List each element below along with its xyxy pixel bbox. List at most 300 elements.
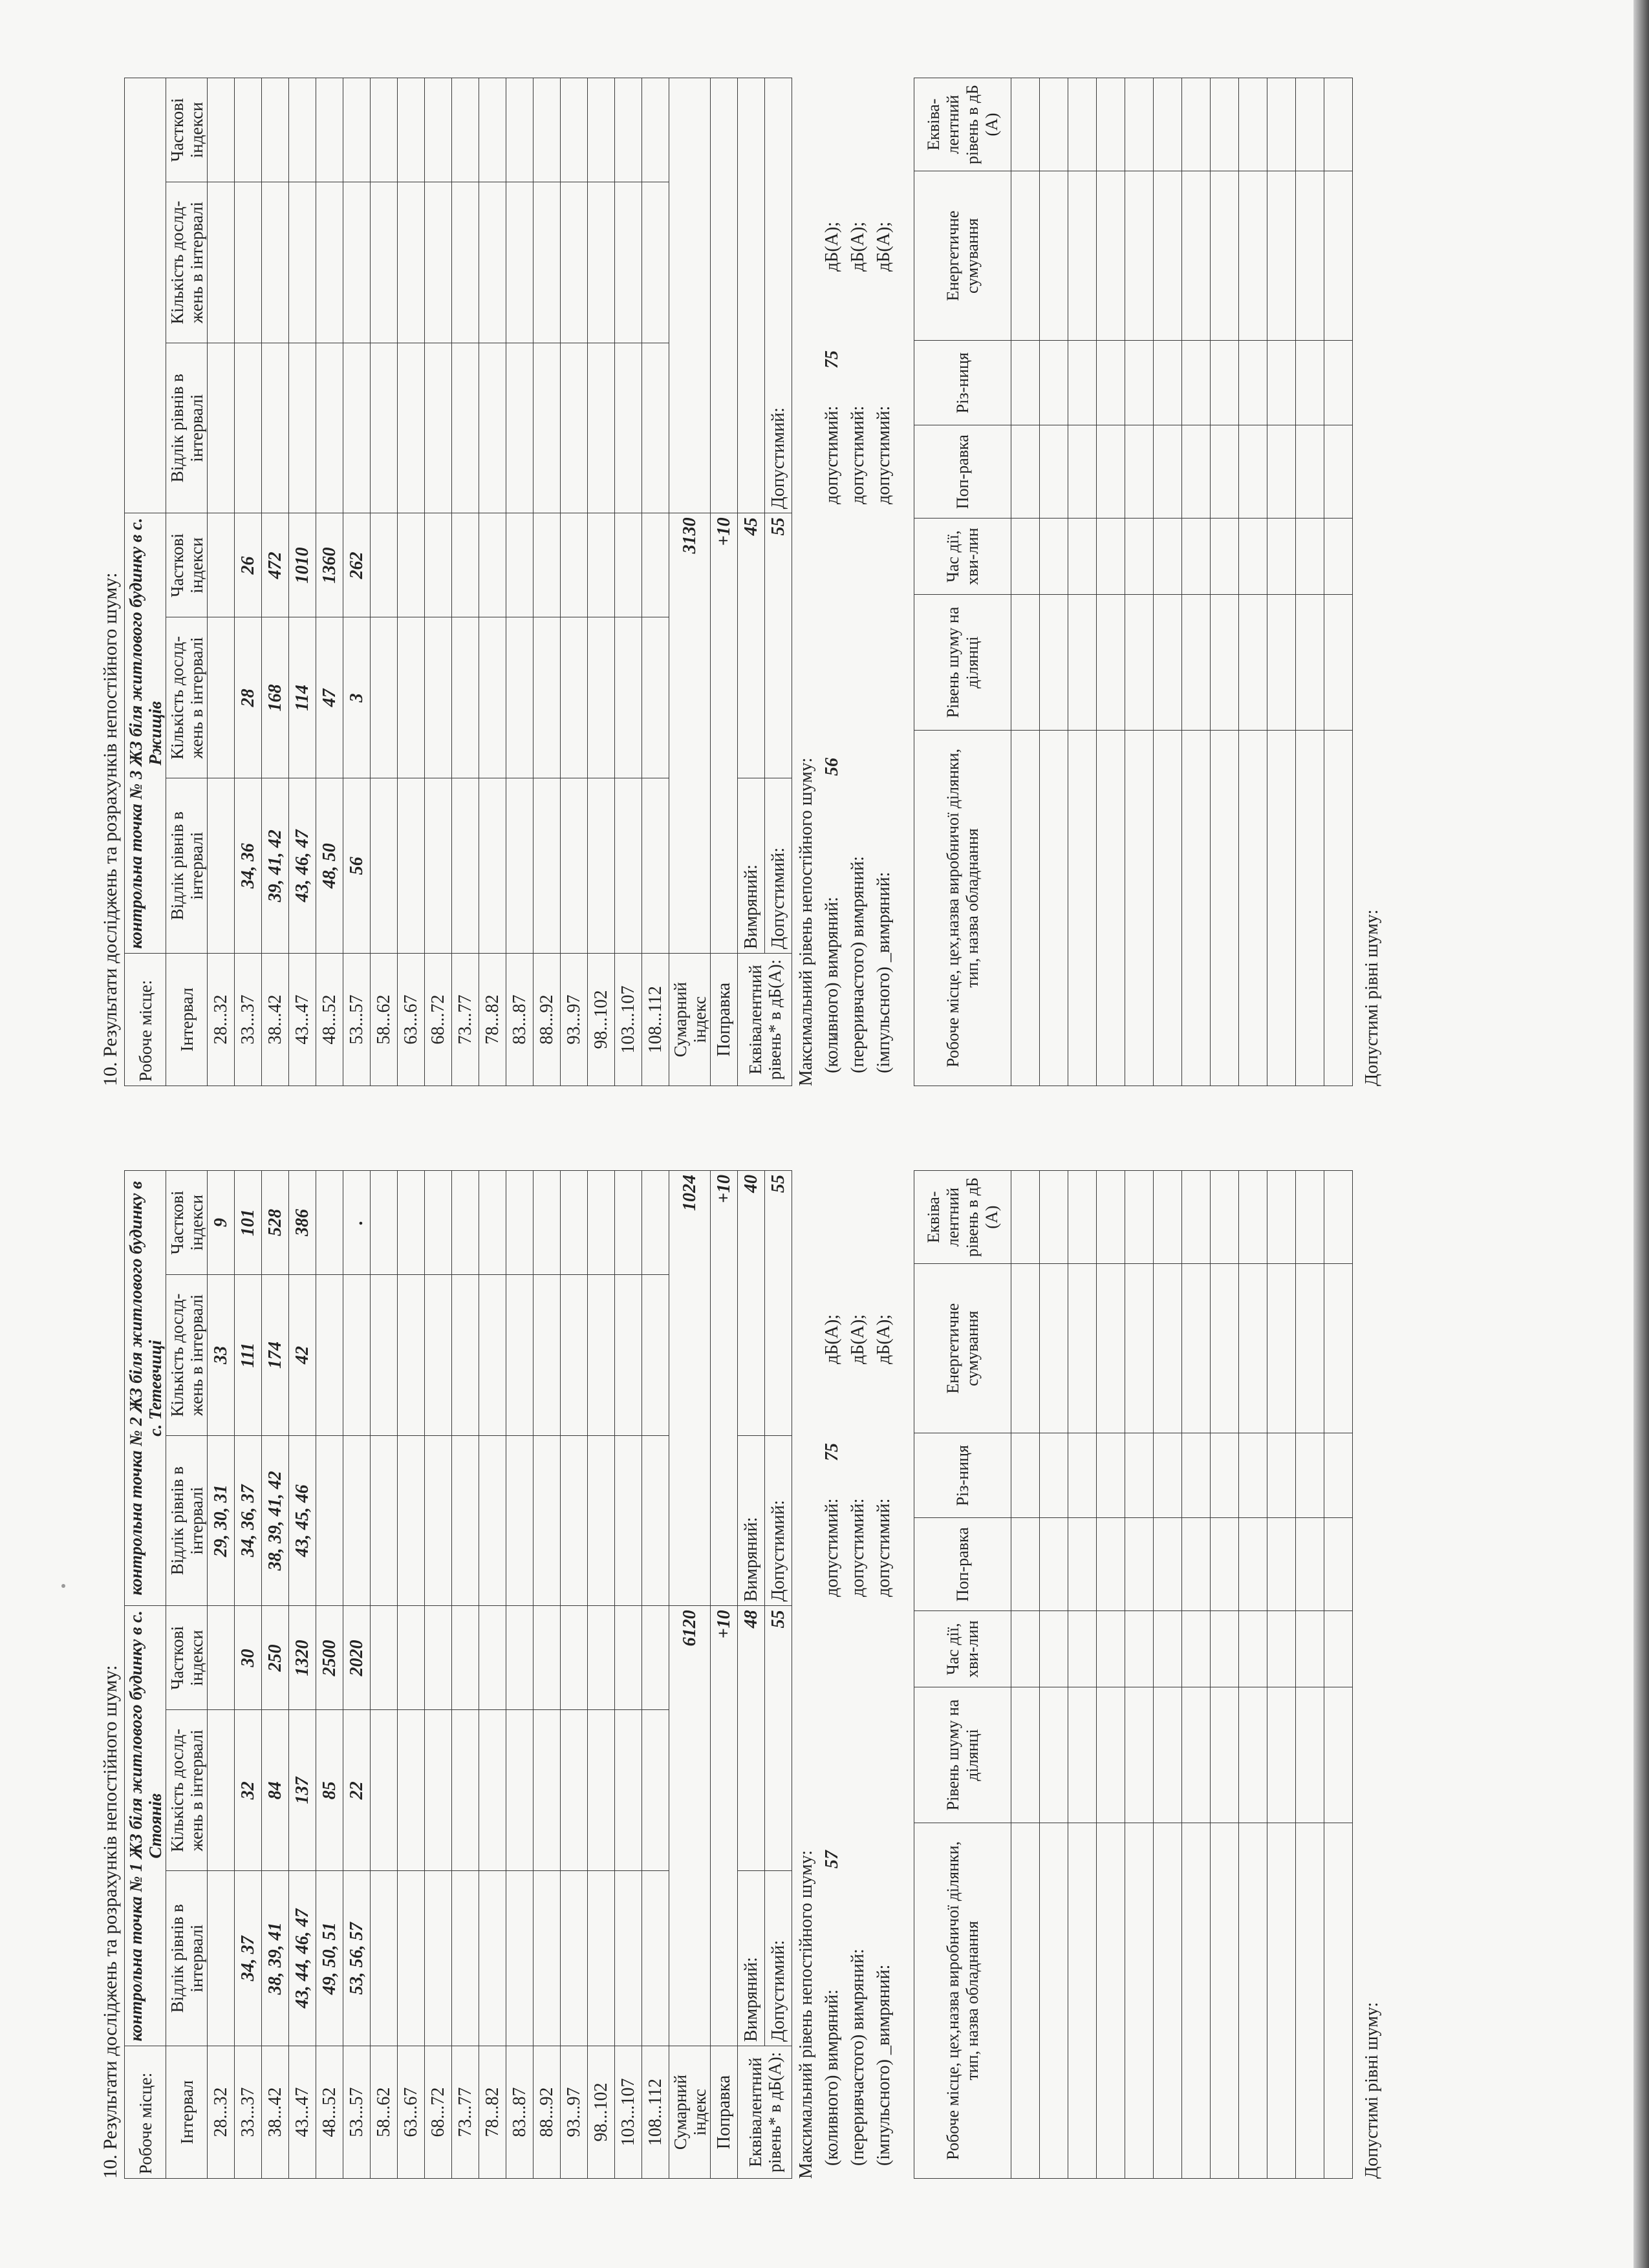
readings-cell: 29, 30, 31 — [208, 1435, 235, 1605]
workplace-table — [914, 1170, 1353, 2179]
count-cell — [425, 617, 452, 778]
table-row — [561, 78, 588, 1086]
empty-cell — [1211, 341, 1239, 425]
empty-cell — [1154, 1611, 1182, 1687]
measured-value: 45 — [738, 513, 765, 778]
header-equiv-level: Еквіва-лентний рівень в дБ (А) — [914, 78, 1011, 171]
readings-cell — [588, 1435, 615, 1605]
empty-cell — [1125, 1823, 1154, 2178]
empty-cell — [425, 78, 452, 182]
count-cell: 114 — [289, 617, 316, 778]
empty-cell — [1125, 78, 1154, 171]
count-cell — [452, 1275, 479, 1436]
count-cell — [452, 1710, 479, 1871]
empty-cell — [534, 182, 561, 343]
empty-cell — [506, 343, 534, 513]
empty-cell — [1125, 171, 1154, 341]
empty-cell — [371, 182, 398, 343]
empty-cell — [1182, 1433, 1211, 1518]
empty-cell — [506, 78, 534, 182]
count-cell — [615, 1710, 642, 1871]
equiv-label: Еквівалентний рівень* в дБ(А): — [738, 2046, 792, 2179]
index-cell — [642, 1606, 669, 1710]
count-cell: 85 — [316, 1710, 343, 1871]
empty-cell — [1324, 425, 1353, 519]
interval-cell: 88...92 — [534, 954, 561, 1086]
table-row — [506, 1171, 534, 2179]
empty-cell — [1211, 1687, 1239, 1823]
empty-cell — [1097, 1687, 1125, 1823]
interval-cell: 63...67 — [398, 2046, 425, 2179]
table-row — [1068, 1171, 1097, 2179]
empty-cell — [1125, 1171, 1154, 1264]
index-cell — [316, 1171, 343, 1275]
empty-cell — [1296, 1611, 1324, 1687]
empty-cell — [1125, 341, 1154, 425]
table-row — [1125, 78, 1154, 1086]
table-row — [1068, 78, 1097, 1086]
index-cell — [208, 513, 235, 617]
blank-rows — [1011, 1171, 1353, 2179]
empty-cell — [1296, 1518, 1324, 1611]
max-allowed-label: допустимий: — [822, 405, 842, 504]
max-allowed-label: допустимий: — [874, 1498, 894, 1597]
empty-cell — [1324, 1611, 1353, 1687]
empty-cell — [1097, 1264, 1125, 1433]
table-body — [208, 78, 669, 1086]
empty-cell — [1324, 171, 1353, 341]
empty-cell — [1125, 595, 1154, 731]
table-row — [1154, 78, 1182, 1086]
empty-cell — [1296, 1433, 1324, 1518]
table-row — [208, 1171, 235, 2179]
max-allowed-label: допустимий: — [822, 1498, 842, 1597]
table-row — [316, 78, 343, 1086]
readings-cell: 34, 36 — [235, 778, 262, 954]
table-row — [1097, 78, 1125, 1086]
index-cell: . — [343, 1171, 371, 1275]
empty-cell — [262, 182, 289, 343]
empty-cell — [1239, 425, 1267, 519]
readings-cell: 53, 56, 57 — [343, 1871, 371, 2046]
empty-cell — [1182, 171, 1211, 341]
total-label: Сумарний індекс — [669, 2046, 711, 2179]
header-energy-sum: Енергетичне сумування — [914, 171, 1011, 341]
readings-cell — [398, 1871, 425, 2046]
count-cell — [208, 617, 235, 778]
empty-cell — [1125, 1264, 1154, 1433]
noise-table — [124, 78, 792, 1086]
index-cell: 262 — [343, 513, 371, 617]
empty-cell — [1267, 1823, 1296, 2178]
empty-cell — [1125, 1611, 1154, 1687]
empty-cell — [1068, 1264, 1097, 1433]
count-cell — [534, 1275, 561, 1436]
table-row — [479, 78, 506, 1086]
noise-table — [124, 1170, 792, 2179]
empty-cell — [1011, 1823, 1040, 2178]
empty-cell — [235, 343, 262, 513]
empty-cell — [1097, 1823, 1125, 2178]
table-row — [452, 78, 479, 1086]
table-row — [642, 78, 669, 1086]
empty-cell — [316, 343, 343, 513]
readings-cell — [398, 778, 425, 954]
readings-cell: 38, 39, 41, 42 — [262, 1435, 289, 1605]
header-duration: Час дії, хви-лин — [914, 519, 1011, 595]
max-allowed-value: 75 — [822, 350, 842, 369]
index-cell — [452, 1171, 479, 1275]
empty-cell — [1154, 1264, 1182, 1433]
readings-cell — [316, 1435, 343, 1605]
index-cell — [506, 513, 534, 617]
correction-value: +10 — [711, 1171, 738, 1606]
empty-cell — [1154, 595, 1182, 731]
count-cell — [561, 1275, 588, 1436]
header-readings: Відлік рівнів в інтервалі — [166, 1435, 208, 1605]
count-cell: 111 — [235, 1275, 262, 1436]
count-cell: 84 — [262, 1710, 289, 1871]
control-point-1: контрольна точка № 1 ЖЗ біля житлового будинку в с. Стоянів — [125, 1606, 166, 2046]
footer-allowed-levels: Допустимі рівні шуму: — [1362, 909, 1382, 1086]
empty-cell — [1097, 425, 1125, 519]
empty-cell — [1296, 1823, 1324, 2178]
table-row — [479, 1171, 506, 2179]
empty-cell — [1267, 1433, 1296, 1518]
index-cell — [452, 513, 479, 617]
empty-cell — [425, 182, 452, 343]
empty-cell — [1267, 1518, 1296, 1611]
empty-cell — [479, 78, 506, 182]
empty-cell — [1097, 78, 1125, 171]
correction-label: Поправка — [711, 954, 738, 1086]
header-energy-sum: Енергетичне сумування — [914, 1264, 1011, 1433]
interval-cell: 83...87 — [506, 954, 534, 1086]
empty-cell — [1296, 595, 1324, 731]
readings-cell: 49, 50, 51 — [316, 1871, 343, 2046]
count-cell: 22 — [343, 1710, 371, 1871]
readings-cell — [561, 778, 588, 954]
table-row — [1011, 1171, 1040, 2179]
table-row — [371, 1171, 398, 2179]
readings-cell: 39, 41, 42 — [262, 778, 289, 954]
empty-cell — [1267, 78, 1296, 171]
empty-cell — [1068, 730, 1097, 1086]
empty-cell — [1011, 341, 1040, 425]
table-row — [1011, 78, 1040, 1086]
count-cell: 42 — [289, 1275, 316, 1436]
empty-cell — [208, 78, 235, 182]
scan-speck — [61, 1584, 65, 1588]
table-row — [425, 1171, 452, 2179]
form-left — [97, 1170, 1552, 2179]
empty-cell — [1040, 1611, 1068, 1687]
max-label: (імпульсного) _вимряний: — [874, 872, 894, 1073]
count-cell — [479, 617, 506, 778]
correction-label: Поправка — [711, 2046, 738, 2179]
empty-cell — [452, 182, 479, 343]
interval-cell: 93...97 — [561, 954, 588, 1086]
readings-cell — [452, 1435, 479, 1605]
workplace-label: Робоче місце: — [125, 954, 166, 1086]
empty-cell — [1011, 1518, 1040, 1611]
empty-cell — [1296, 730, 1324, 1086]
empty-cell — [452, 78, 479, 182]
empty-cell — [1097, 341, 1125, 425]
empty-cell — [1324, 595, 1353, 731]
empty-cell — [1068, 171, 1097, 341]
empty-cell — [1296, 341, 1324, 425]
empty-cell — [1040, 730, 1068, 1086]
header-equiv-level: Еквіва-лентний рівень в дБ (А) — [914, 1171, 1011, 1264]
empty-cell — [479, 182, 506, 343]
empty-cell — [1154, 78, 1182, 171]
table-row — [262, 1171, 289, 2179]
empty-cell — [1125, 730, 1154, 1086]
index-cell: 386 — [289, 1171, 316, 1275]
header-partial-index: Часткові індекси — [166, 513, 208, 617]
empty-cell — [1040, 341, 1068, 425]
empty-cell — [1011, 519, 1040, 595]
table-row — [642, 1171, 669, 2179]
count-cell: 32 — [235, 1710, 262, 1871]
total-value: 1024 — [669, 1171, 711, 1606]
table-row — [1211, 1171, 1239, 2179]
empty-cell — [1040, 595, 1068, 731]
max-label: (імпульсного) _вимряний: — [874, 1964, 894, 2166]
index-cell: 26 — [235, 513, 262, 617]
max-noise-block — [793, 1170, 897, 2179]
table-row — [1324, 78, 1353, 1086]
index-cell — [398, 1171, 425, 1275]
index-cell — [371, 1606, 398, 1710]
empty-cell — [1267, 1171, 1296, 1264]
workplace-table — [914, 78, 1353, 1086]
count-cell — [398, 1275, 425, 1436]
readings-cell — [506, 778, 534, 954]
table-row — [588, 1171, 615, 2179]
empty-cell — [1011, 1687, 1040, 1823]
table-row — [534, 78, 561, 1086]
interval-cell: 58...62 — [371, 2046, 398, 2179]
empty-cell — [289, 78, 316, 182]
count-cell — [208, 1710, 235, 1871]
max-unit: дБ(А); — [822, 1314, 842, 1364]
empty-cell — [1211, 1171, 1239, 1264]
interval-cell: 73...77 — [452, 954, 479, 1086]
empty-cell — [1211, 595, 1239, 731]
table-row — [1239, 78, 1267, 1086]
empty-cell — [1324, 1171, 1353, 1264]
index-cell — [398, 1606, 425, 1710]
count-cell: 168 — [262, 617, 289, 778]
max-unit: дБ(А); — [822, 222, 842, 272]
index-cell — [398, 513, 425, 617]
empty-cell — [1125, 425, 1154, 519]
index-cell — [615, 1171, 642, 1275]
readings-cell — [479, 1435, 506, 1605]
index-cell: 1360 — [316, 513, 343, 617]
interval-cell: 53...57 — [343, 954, 371, 1086]
count-cell — [452, 617, 479, 778]
form-right — [97, 78, 1552, 1086]
empty-cell — [1324, 1433, 1353, 1518]
empty-cell — [588, 343, 615, 513]
max-label: (коливного) вимряний: — [822, 1989, 842, 2166]
section-title: 10. Результати досліджень та розрахунків непостійного шуму: — [100, 1665, 121, 2179]
empty-cell — [1267, 1687, 1296, 1823]
table-row — [1267, 78, 1296, 1086]
empty-cell — [1182, 78, 1211, 171]
empty-cell — [1296, 425, 1324, 519]
empty-cell — [1154, 519, 1182, 595]
interval-cell: 68...72 — [425, 954, 452, 1086]
index-cell — [425, 1171, 452, 1275]
count-cell — [371, 1710, 398, 1871]
empty-cell — [316, 182, 343, 343]
index-cell — [588, 1171, 615, 1275]
table-row — [1239, 1171, 1267, 2179]
table-row — [1040, 78, 1068, 1086]
index-cell — [615, 513, 642, 617]
readings-cell — [425, 1871, 452, 2046]
index-cell — [208, 1606, 235, 1710]
empty-cell — [1239, 78, 1267, 171]
interval-cell: 98...102 — [588, 2046, 615, 2179]
empty-cell — [1154, 1687, 1182, 1823]
count-cell — [561, 1710, 588, 1871]
interval-cell: 78...82 — [479, 2046, 506, 2179]
empty-cell — [1068, 425, 1097, 519]
readings-cell — [479, 1871, 506, 2046]
interval-cell: 68...72 — [425, 2046, 452, 2179]
blank-rows — [1011, 78, 1353, 1086]
empty-cell — [1011, 595, 1040, 731]
empty-cell — [1211, 78, 1239, 171]
interval-cell: 98...102 — [588, 954, 615, 1086]
index-cell: 472 — [262, 513, 289, 617]
allowed-value: 55 — [765, 513, 792, 778]
empty-cell — [235, 78, 262, 182]
correction-empty — [711, 78, 738, 513]
max-unit: дБ(А); — [874, 222, 894, 272]
count-cell — [642, 617, 669, 778]
empty-cell — [1011, 730, 1040, 1086]
count-cell: 3 — [343, 617, 371, 778]
measured-value: 48 — [738, 1606, 765, 1871]
index-cell: 101 — [235, 1171, 262, 1275]
interval-cell: 93...97 — [561, 2046, 588, 2179]
count-cell — [615, 1275, 642, 1436]
index-cell — [588, 513, 615, 617]
empty-cell — [1239, 730, 1267, 1086]
header-interval: Інтервал — [166, 2046, 208, 2179]
index-cell — [561, 513, 588, 617]
table-row — [506, 78, 534, 1086]
readings-cell — [642, 1871, 669, 2046]
max-value: 57 — [822, 1850, 842, 1868]
empty-cell — [1154, 730, 1182, 1086]
empty-cell — [588, 182, 615, 343]
empty-cell — [343, 182, 371, 343]
empty-cell — [1011, 425, 1040, 519]
readings-cell — [208, 778, 235, 954]
interval-cell: 103...107 — [615, 2046, 642, 2179]
readings-cell — [371, 1871, 398, 2046]
empty-cell — [289, 182, 316, 343]
empty-cell — [1097, 595, 1125, 731]
header-partial-index: Часткові індекси — [166, 1171, 208, 1275]
empty-cell — [1267, 425, 1296, 519]
index-cell — [425, 1606, 452, 1710]
interval-cell: 48...52 — [316, 954, 343, 1086]
empty-cell — [1154, 425, 1182, 519]
count-cell — [615, 617, 642, 778]
empty-cell — [1068, 1433, 1097, 1518]
readings-cell — [371, 778, 398, 954]
index-cell — [479, 1606, 506, 1710]
table-row — [343, 1171, 371, 2179]
index-cell — [615, 1606, 642, 1710]
table-row — [1324, 1171, 1353, 2179]
measured-label: Вимряний: — [738, 778, 765, 954]
empty-cell — [1011, 1264, 1040, 1433]
header-readings: Відлік рівнів в інтервалі — [166, 343, 208, 513]
header-difference: Різ-ниця — [914, 1433, 1011, 1518]
empty-cell — [1267, 1264, 1296, 1433]
readings-cell — [642, 778, 669, 954]
empty-cell — [1239, 1433, 1267, 1518]
empty-cell — [262, 78, 289, 182]
max-allowed-value: 75 — [822, 1443, 842, 1461]
empty-cell — [1324, 78, 1353, 171]
empty-cell — [262, 343, 289, 513]
index-cell: 1320 — [289, 1606, 316, 1710]
empty-cell — [1239, 341, 1267, 425]
empty-cell — [1211, 1518, 1239, 1611]
readings-cell — [452, 1871, 479, 2046]
empty-cell — [1011, 171, 1040, 341]
allowed-value: 55 — [765, 1171, 792, 1436]
empty-cell — [1068, 1518, 1097, 1611]
index-cell: 30 — [235, 1606, 262, 1710]
empty-cell — [1068, 595, 1097, 731]
readings-cell: 34, 37 — [235, 1871, 262, 2046]
index-cell — [479, 513, 506, 617]
index-cell — [534, 513, 561, 617]
measured-label: Вимряний: — [738, 1435, 765, 1605]
readings-cell — [398, 1435, 425, 1605]
header-correction: Поп-равка — [914, 1518, 1011, 1611]
empty-cell — [1040, 1171, 1068, 1264]
max-value: 56 — [822, 758, 842, 776]
index-cell: 1010 — [289, 513, 316, 617]
empty-cell — [1239, 1687, 1267, 1823]
empty-cell — [1097, 171, 1125, 341]
index-cell — [452, 1606, 479, 1710]
empty-cell — [1040, 171, 1068, 341]
interval-cell: 38...42 — [262, 2046, 289, 2179]
index-cell — [425, 513, 452, 617]
empty-cell — [1267, 730, 1296, 1086]
count-cell — [588, 1275, 615, 1436]
table-row — [1267, 1171, 1296, 2179]
empty-cell — [1011, 78, 1040, 171]
empty-cell — [343, 78, 371, 182]
count-cell — [506, 1710, 534, 1871]
interval-cell: 63...67 — [398, 954, 425, 1086]
max-allowed-label: допустимий: — [848, 1498, 868, 1597]
